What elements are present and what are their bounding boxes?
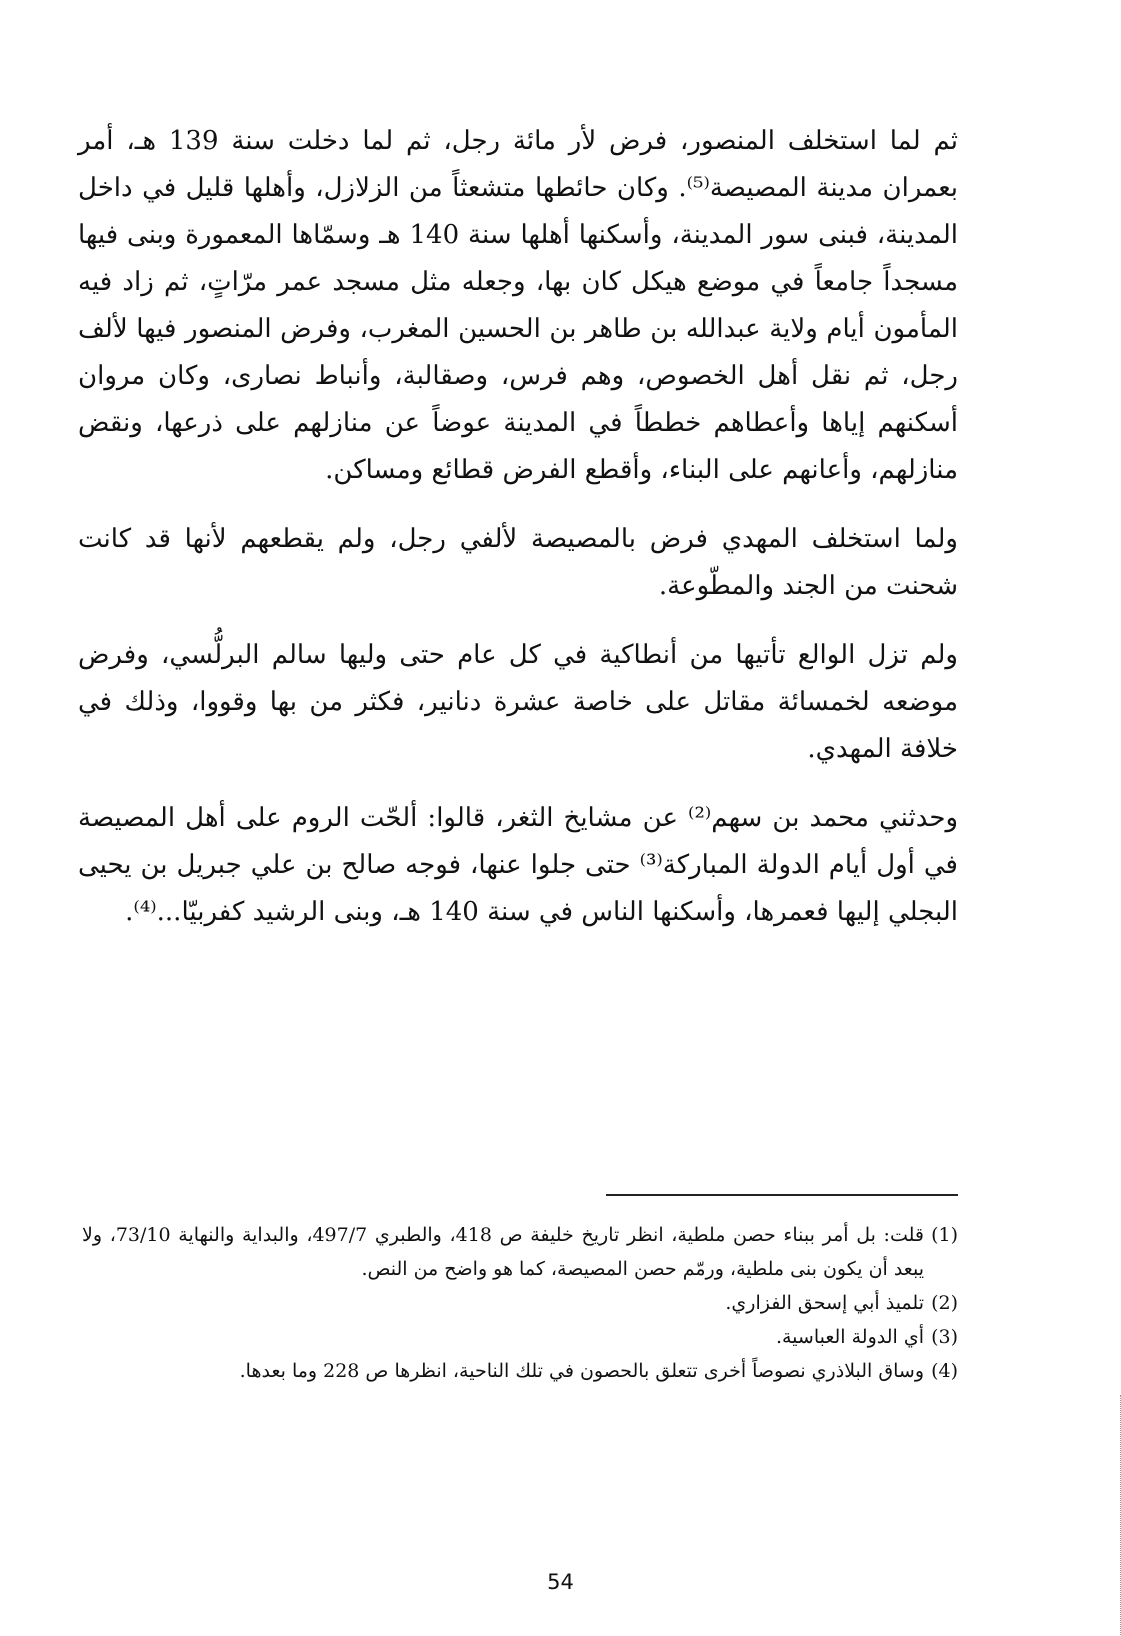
paragraph-2: ولما استخلف المهدي فرض بالمصيصة لألفي رجل، ولم يقطعهم لأنها قد كانت شحنت من الجند والمطّوعة. [78,524,958,601]
footnote-divider [606,1194,958,1196]
paragraph-1: ثم لما استخلف المنصور، فرض لأر مائة رجل، ثم لما دخلت سنة 139 هـ، أمر بعمران مدينة المصيصة⁽⁵⁾. وكان حائطها متشعثاً من الزلازل، وأهلها قليل في داخل المدينة، فبنى سور المدينة، وأسكنها أهلها سنة 140 هـ وسمّاها المعمورة وبنى فيها مسجداً جامعاً في موضع هيكل كان بها، وجعله مثل مسجد عمر مرّاتٍ، ثم زاد فيه المأمون أيام ولاية عبدالله بن طاهر بن الحسين المغرب، وفرض المنصور فيها لألف رجل، ثم نقل أهل الخصوص، وهم فرس، وصقالبة، وأنباط نصارى، وكان مروان أسكنهم إياها وأعطاهم خططاً في المدينة عوضاً عن منازلهم على ذرعها، ونقض منازلهم، وأعانهم على البناء، وأقطع الفرض قطائع ومساكن. [78,126,958,485]
footnote-2 [82,1286,958,1320]
footnote-text: أي الدولة العباسية. [775,1326,924,1348]
page-number: 54 [547,1570,574,1594]
footnotes [82,1218,958,1388]
paragraph-4: وحدثني محمد بن سهم⁽²⁾ عن مشايخ الثغر، قالوا: ألحّت الروم على أهل المصيصة في أول أيام الدولة المباركة⁽³⁾ حتى جلوا عنها، فوجه صالح بن علي جبريل بن يحيى البجلي إليها فعمرها، وأسكنها الناس في سنة 140 هـ، وبنى الرشيد كفربيّا...⁽⁴⁾. [78,803,958,927]
main-text [78,118,958,936]
footnote-number: (1) [931,1224,958,1246]
footnote-4 [82,1354,958,1388]
footnote-text: قلت: بل أمر ببناء حصن ملطية، انظر تاريخ خليفة ص 418، والطبري 497/7، والبداية والنهاية 73/10، ولا يبعد أن يكون بنى ملطية، ورمّم حصن المصيصة، كما هو واضح من النص. [82,1224,924,1280]
footnote-3 [82,1320,958,1354]
footnote-number: (3) [931,1326,958,1348]
footnote-text: وساق البلاذري نصوصاً أخرى تتعلق بالحصون في تلك الناحية، انظرها ص 228 وما بعدها. [239,1360,924,1382]
footnote-text: تلميذ أبي إسحق الفزاري. [725,1292,924,1314]
scan-edge-marks [1115,1395,1121,1635]
footnote-1 [82,1218,958,1286]
footnote-number: (4) [931,1360,958,1382]
paragraph-3: ولم تزل الوالع تأتيها من أنطاكية في كل عام حتى وليها سالم البرلُّسي، وفرض موضعه لخمسائة مقاتل على خاصة عشرة دنانير، فكثر من بها وقووا، وذلك في خلافة المهدي. [78,640,958,764]
footnote-number: (2) [931,1292,958,1314]
